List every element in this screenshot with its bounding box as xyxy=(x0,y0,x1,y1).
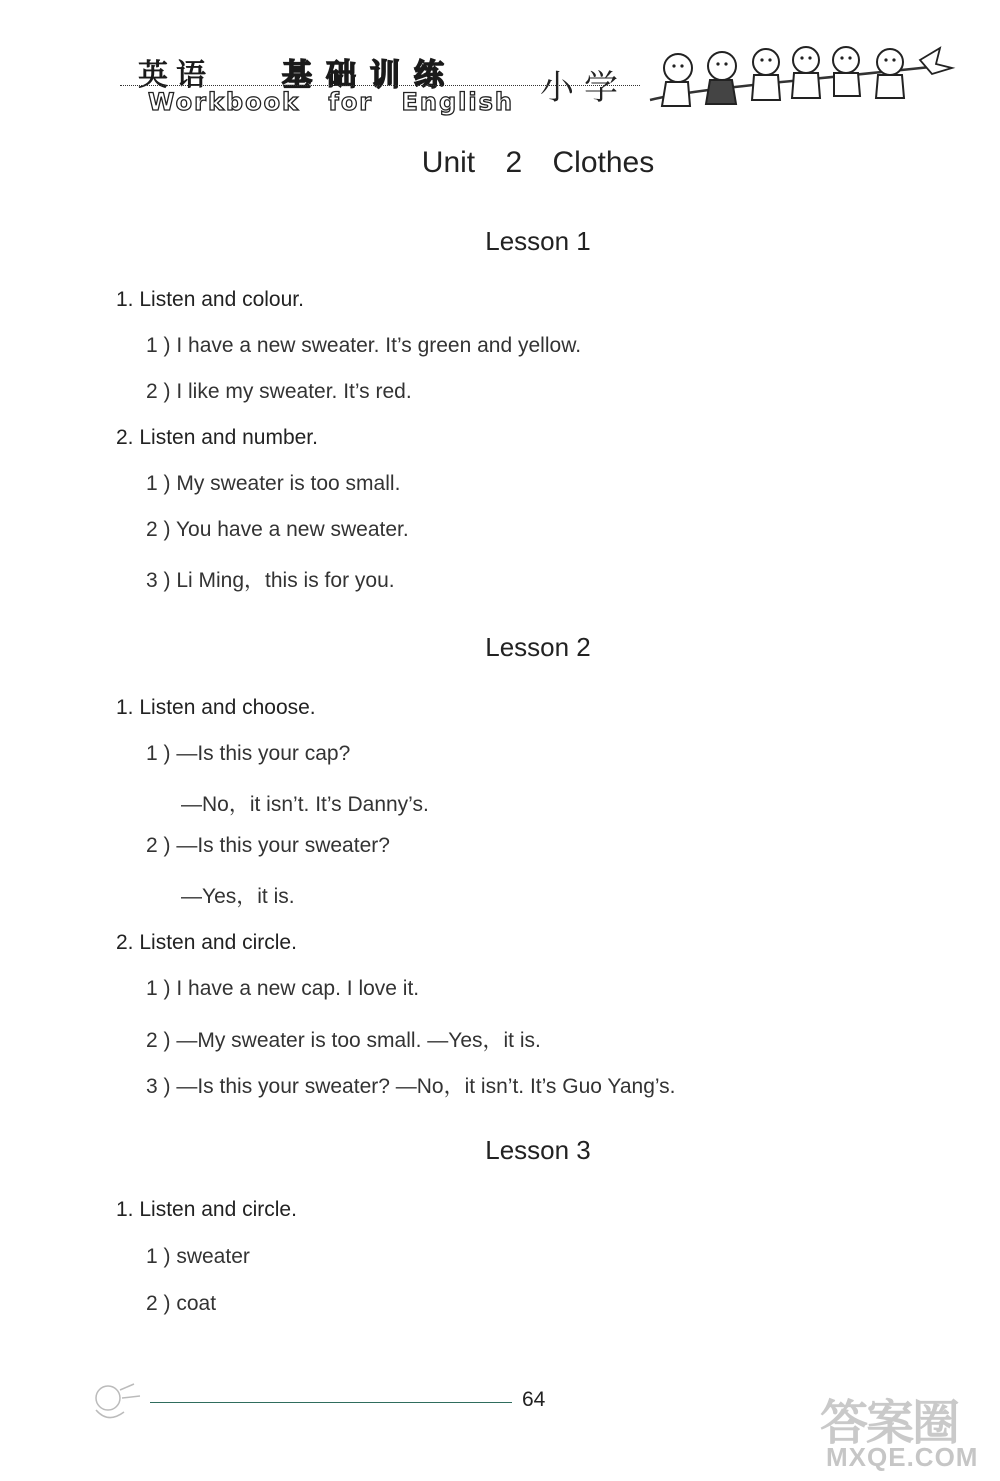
lesson-title: Lesson 3 xyxy=(485,1135,591,1165)
task-label: 1. Listen and choose. xyxy=(116,696,316,719)
task-label: 2. Listen and number. xyxy=(116,426,318,449)
task-label: 1. Listen and circle. xyxy=(116,1198,297,1221)
unit-title: Unit 2 Clothes xyxy=(421,146,655,179)
header-level: 小学 xyxy=(540,68,628,108)
list-item: 1 ) I have a new sweater. It’s green and yellow. xyxy=(146,334,582,357)
list-item: 2 ) coat xyxy=(146,1292,217,1315)
header-divider xyxy=(120,85,640,86)
page-header xyxy=(0,0,1000,130)
list-item: 1 ) I have a new cap. I love it. xyxy=(146,977,420,1000)
header-series: 基础训练 xyxy=(282,58,458,93)
list-item: 2 ) You have a new sweater. xyxy=(146,518,409,541)
watermark-text: 答案圈 xyxy=(820,1395,959,1451)
footer-decoration-icon xyxy=(84,1376,154,1426)
page-number: 64 xyxy=(522,1388,546,1411)
lesson-title: Lesson 2 xyxy=(485,632,591,662)
list-item: 2 ) —My sweater is too small. —Yes，it is. xyxy=(146,1029,541,1052)
list-item: 1 ) My sweater is too small. xyxy=(146,472,401,495)
task-label: 2. Listen and circle. xyxy=(116,931,297,954)
list-item: 1 ) sweater xyxy=(146,1245,250,1268)
watermark-domain: MXQE.COM xyxy=(826,1442,979,1472)
watermark-logo xyxy=(820,1384,995,1476)
lesson-title: Lesson 1 xyxy=(485,226,591,256)
list-item: 1 ) —Is this your cap? xyxy=(146,742,351,765)
list-item: 3 ) —Is this your sweater? —No，it isn’t. It’s Guo Yang’s. xyxy=(146,1075,676,1098)
list-item: —No，it isn’t. It’s Danny’s. xyxy=(181,793,429,816)
tug-of-war-illustration xyxy=(640,38,960,118)
footer-divider xyxy=(150,1402,512,1403)
header-series-english: Workbook for English xyxy=(148,88,514,116)
list-item: —Yes，it is. xyxy=(181,885,295,908)
list-item: 2 ) I like my sweater. It’s red. xyxy=(146,380,412,403)
header-subject: 英语 xyxy=(138,58,214,93)
list-item: 3 ) Li Ming，this is for you. xyxy=(146,569,395,592)
list-item: 2 ) —Is this your sweater? xyxy=(146,834,390,857)
task-label: 1. Listen and colour. xyxy=(116,288,304,311)
